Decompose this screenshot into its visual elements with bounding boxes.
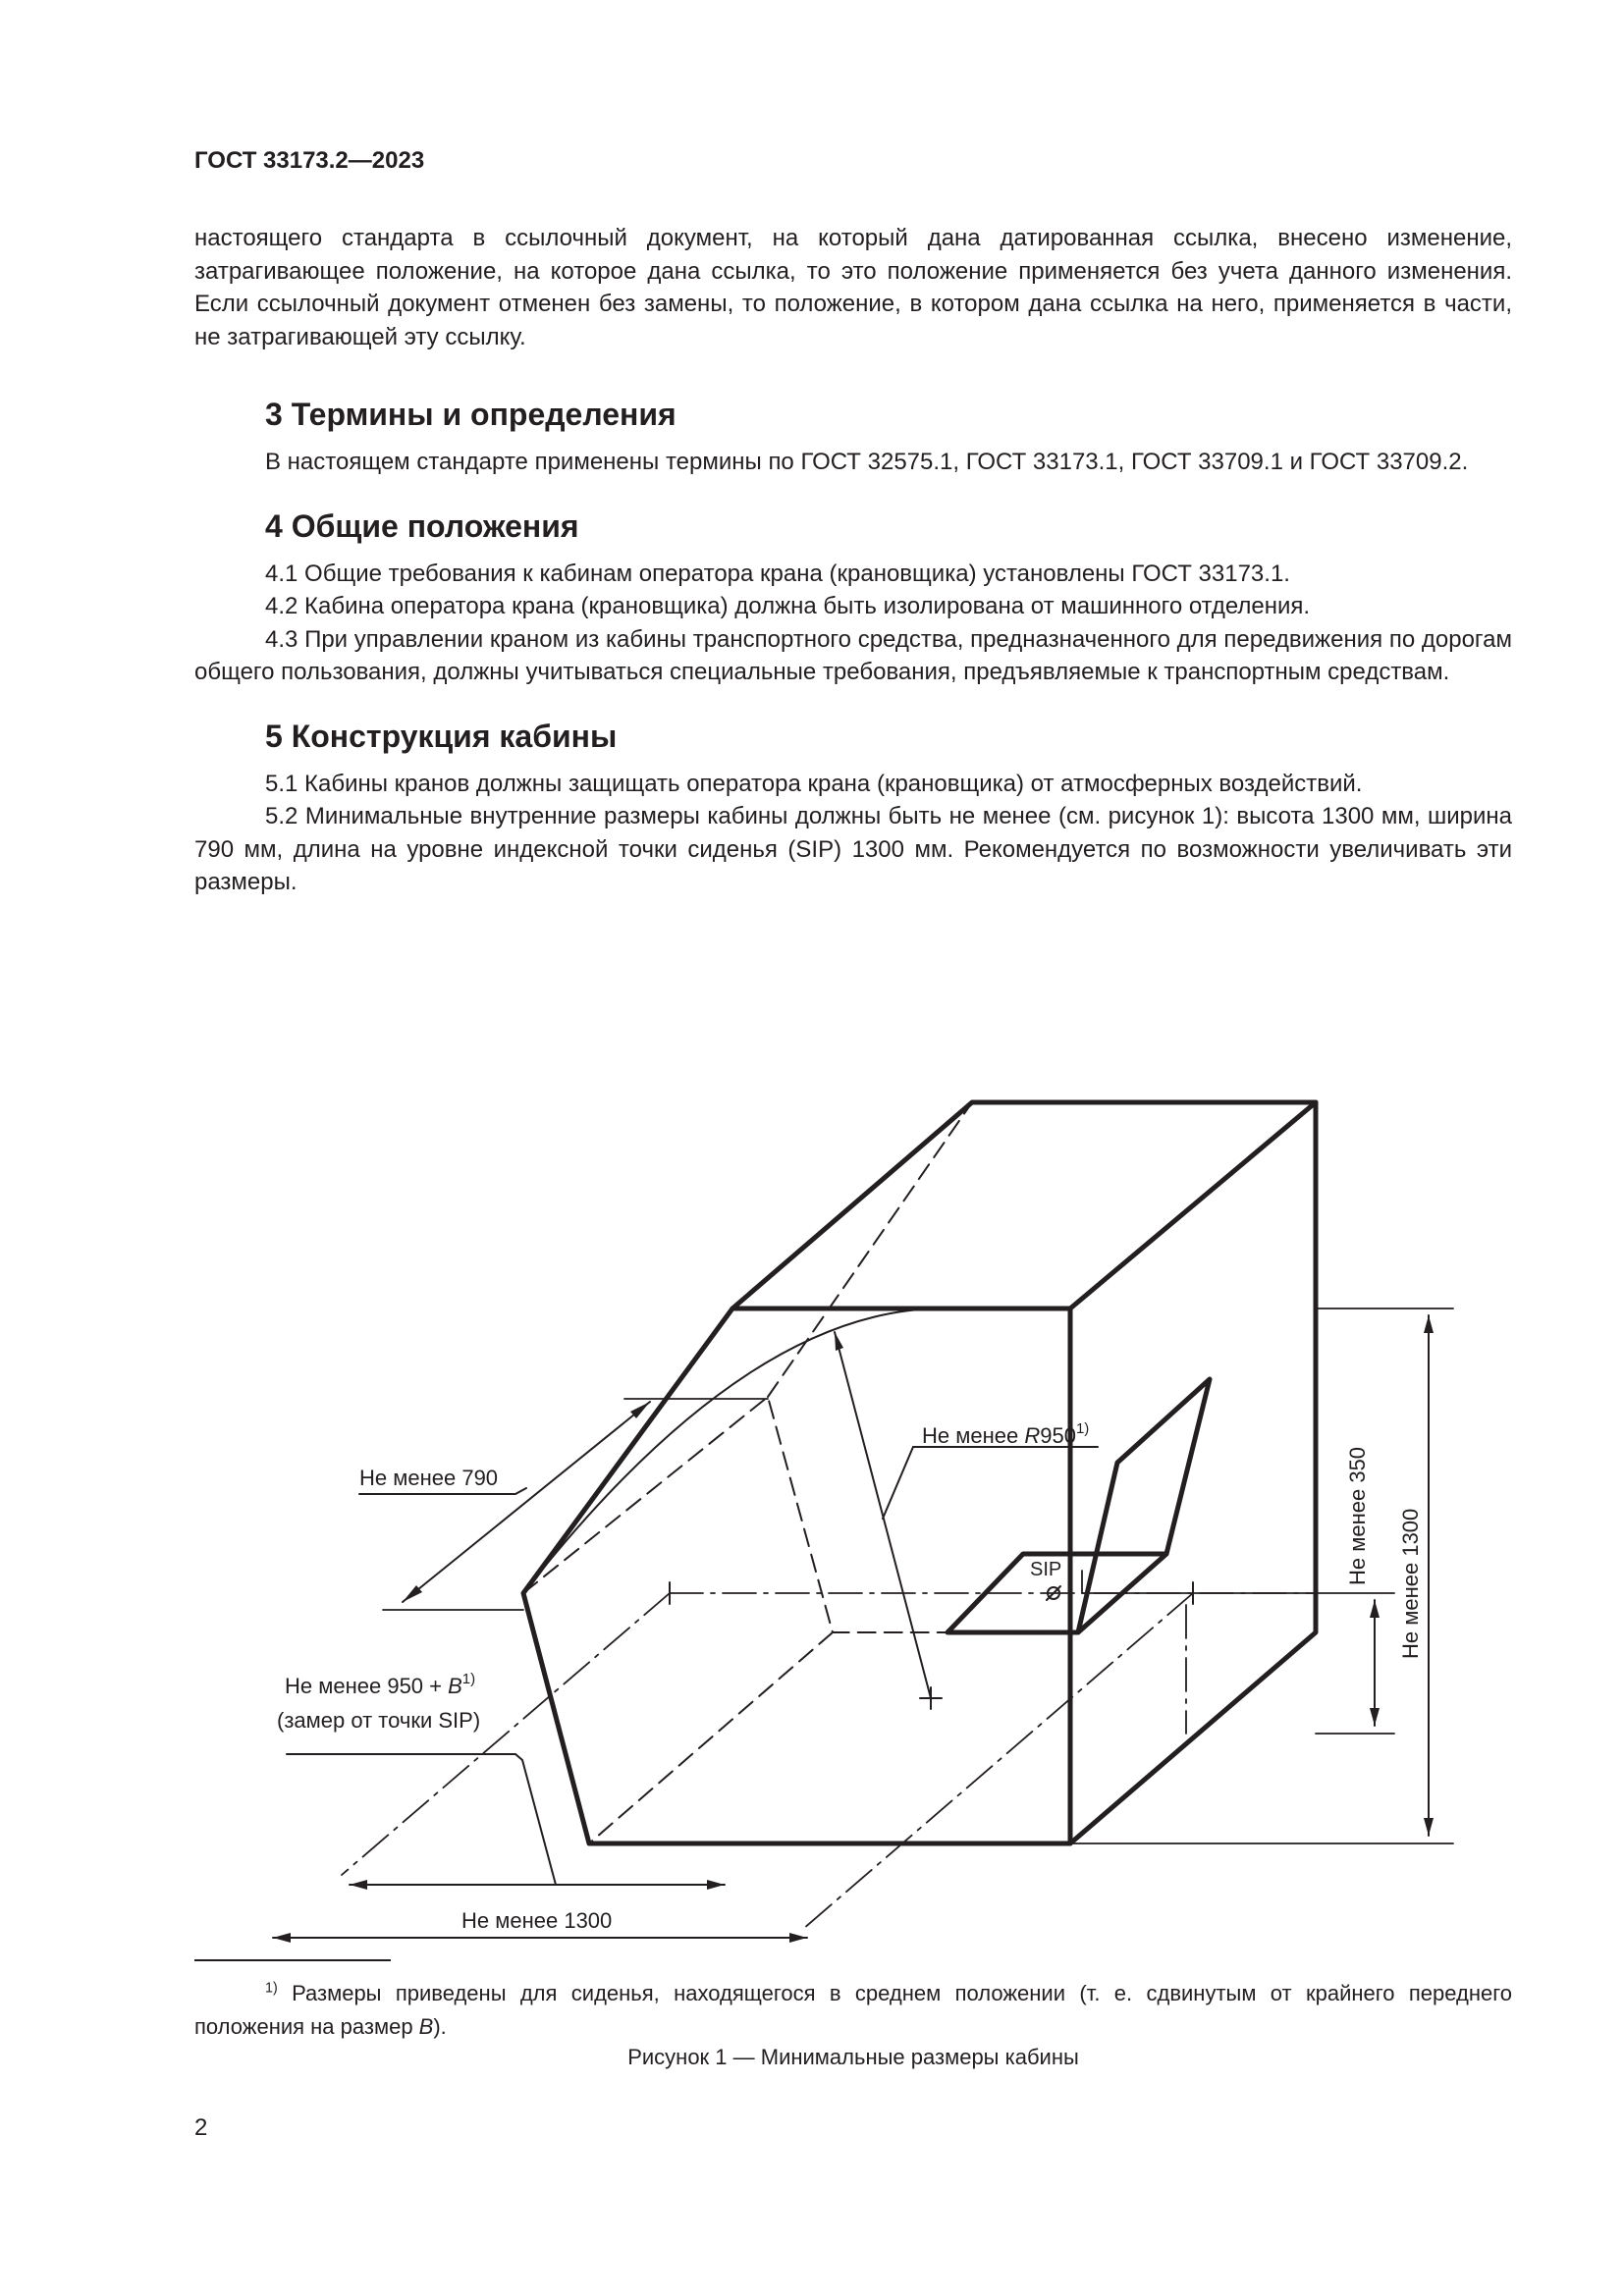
- radius-arc: [523, 1308, 943, 1593]
- page-number: 2: [194, 2114, 208, 2141]
- sip-point-icon: [1047, 1586, 1060, 1600]
- footnote-text-end: ).: [433, 2014, 447, 2039]
- center-marks: [670, 1582, 1193, 1709]
- section-3-title: 3 Термины и определения: [265, 397, 677, 432]
- paragraph-4-1: 4.1 Общие требования к кабинам оператора крана (крановщика) установлены ГОСТ 33173.1.: [265, 560, 1290, 587]
- document-header: ГОСТ 33173.2—2023: [194, 147, 425, 174]
- label-radius: Не менее R950$^{1)}$: [922, 1420, 1090, 1448]
- paragraph-4-3: 4.3 При управлении краном из кабины транспортного средства, предназначенного для передвижения по дорогам общего пользования, должны учитываться специальные требования, предъявляемые к транспортным средствам.: [194, 625, 1512, 685]
- label-height: Не менее 1300: [1398, 1508, 1423, 1659]
- center-lines: [342, 1571, 1316, 1929]
- section-4-title: 4 Общие положения: [265, 507, 579, 544]
- paragraph-intro: настоящего стандарта в ссылочный документ, на который дана датированная ссылка, внесено изменение, затрагивающее положение, на которое дана ссылка, то это положение применяется без учета данного изменения. Если ссылочный документ отменен без замены, то положение, в котором дана ссылка на него, применяется в части, не затрагивающей эту ссылку.: [194, 225, 1512, 350]
- cabin-outline: [523, 1102, 1316, 1843]
- label-sip: SIP: [1030, 1559, 1062, 1580]
- figure-caption: Рисунок 1 — Минимальные размеры кабины: [627, 2045, 1079, 2069]
- section-5-title: 5 Конструкция кабины: [265, 718, 618, 754]
- label-length-sip: Не менее $950 + B^{1)}$: [285, 1671, 476, 1698]
- hidden-edges: [523, 1102, 1078, 1843]
- paragraph-4-2: 4.2 Кабина оператора крана (крановщика) должна быть изолирована от машинного отделения.: [265, 593, 1311, 619]
- paragraph-5-1: 5.1 Кабины кранов должны защищать оператора крана (крановщика) от атмосферных воздействий.: [265, 770, 1363, 797]
- footnote-b: B: [418, 2014, 434, 2039]
- footnote-text: Размеры приведены для сиденья, находящегося в среднем положении (т. е. сдвинутым от крайнего переднего положения на размер: [194, 1981, 1512, 2039]
- main-text: [194, 222, 1512, 899]
- footnote: [194, 1977, 1512, 2044]
- footnote-divider: [194, 1959, 391, 1961]
- paragraph-5-2: 5.2 Минимальные внутренние размеры кабины должны быть не менее (см. рисунок 1): высота 1300 мм, ширина 790 мм, длина на уровне индексной точки сиденья (SIP) 1300 мм. Рекомендуется по возможности увеличивать эти размеры.: [194, 803, 1512, 895]
- label-width: Не менее 790: [359, 1466, 499, 1490]
- arrowheads: [273, 1315, 1434, 1943]
- label-length: Не менее 1300: [461, 1908, 613, 1933]
- dimension-lines: [273, 1315, 1429, 1938]
- footnote-mark: 1): [265, 1980, 278, 1997]
- label-length-note: (замер от точки SIP): [277, 1708, 481, 1733]
- label-350: Не менее 350: [1345, 1446, 1370, 1585]
- section-3-text: В настоящем стандарте применены термины по ГОСТ 32575.1, ГОСТ 33173.1, ГОСТ 33709.1 и ГОСТ 33709.2.: [265, 449, 1469, 475]
- extension-lines: [383, 1308, 1453, 1843]
